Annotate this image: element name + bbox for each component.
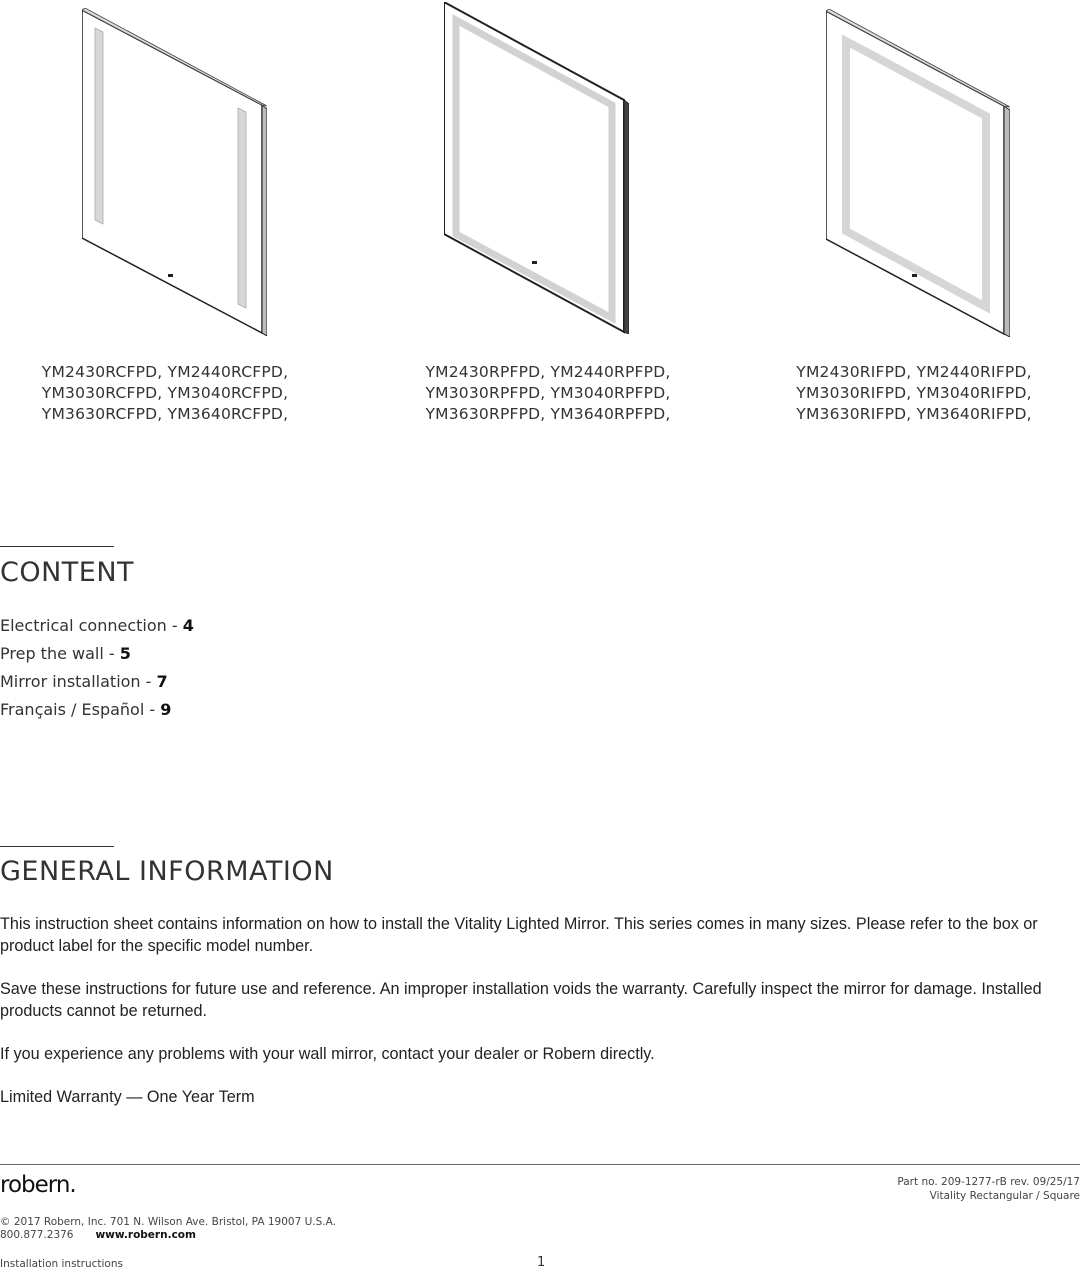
company-address: © 2017 Robern, Inc. 701 N. Wilson Ave. Bristol, PA 19007 U.S.A. xyxy=(0,1216,336,1228)
phone-number: 800.877.2376 xyxy=(0,1229,74,1241)
model-line: YM2430RIFPD, YM2440RIFPD, xyxy=(796,363,1032,381)
toc-item-languages xyxy=(0,696,194,724)
toc-label: Mirror installation - xyxy=(0,672,157,691)
footer-divider xyxy=(0,1164,1080,1165)
model-list-rcfpd xyxy=(0,362,335,425)
toc-page: 5 xyxy=(119,644,131,663)
contact-line xyxy=(0,1229,336,1242)
model-line: YM3630RCFPD, YM3640RCFPD, xyxy=(41,405,289,423)
toc-page: 4 xyxy=(182,616,194,635)
mirror-illustration-rcfpd xyxy=(82,8,267,336)
mirror-illustration-rifpd xyxy=(826,9,1010,337)
general-info-paragraph: If you experience any problems with your wall mirror, contact your dealer or Robern directly. xyxy=(0,1045,655,1063)
toc-label: Français / Español - xyxy=(0,700,161,719)
company-address-block xyxy=(0,1216,336,1242)
general-info-paragraph: This instruction sheet contains information on how to install the Vitality Lighted Mirror. This series comes in many sizes. Please refer to the box or product label for the specific model number. xyxy=(0,915,1038,955)
part-number-block xyxy=(897,1175,1080,1203)
general-info-heading: GENERAL INFORMATION xyxy=(0,856,334,887)
model-line: YM3630RIFPD, YM3640RIFPD, xyxy=(796,405,1032,423)
warranty-line: Limited Warranty — One Year Term xyxy=(0,1088,255,1106)
model-line: YM3030RCFPD, YM3040RCFPD, xyxy=(41,384,289,402)
model-line: YM3030RPFPD, YM3040RPFPD, xyxy=(425,384,671,402)
toc-item-mirror-installation xyxy=(0,668,194,696)
toc-item-electrical xyxy=(0,612,194,640)
model-line: YM3630RPFPD, YM3640RPFPD, xyxy=(425,405,671,423)
content-heading-rule xyxy=(0,546,114,547)
toc-item-prep-wall xyxy=(0,640,194,668)
model-list-rifpd xyxy=(744,362,1080,425)
toc-label: Electrical connection - xyxy=(0,616,183,635)
general-heading-rule xyxy=(0,846,114,847)
model-line: YM2430RPFPD, YM2440RPFPD, xyxy=(425,363,671,381)
website-link[interactable]: www.robern.com xyxy=(95,1229,196,1241)
toc-label: Prep the wall - xyxy=(0,644,120,663)
document-type: Installation instructions xyxy=(0,1258,123,1270)
mirror-illustration-rpfpd xyxy=(444,2,629,334)
model-line: YM2430RCFPD, YM2440RCFPD, xyxy=(41,363,289,381)
general-info-paragraph: Save these instructions for future use and reference. An improper installation voids the warranty. Carefully inspect the mirror for damage. Installed products cannot be returned. xyxy=(0,980,1042,1020)
model-line: YM3030RIFPD, YM3040RIFPD, xyxy=(796,384,1032,402)
toc-page: 9 xyxy=(160,700,172,719)
product-series: Vitality Rectangular / Square xyxy=(929,1190,1080,1202)
page-number: 1 xyxy=(537,1255,546,1270)
model-list-rpfpd xyxy=(378,362,718,425)
toc-page: 7 xyxy=(156,672,168,691)
content-heading: CONTENT xyxy=(0,557,135,588)
part-number: Part no. 209-1277-rB rev. 09/25/17 xyxy=(897,1176,1080,1188)
robern-logo: robern. xyxy=(0,1172,76,1198)
table-of-contents xyxy=(0,612,194,724)
